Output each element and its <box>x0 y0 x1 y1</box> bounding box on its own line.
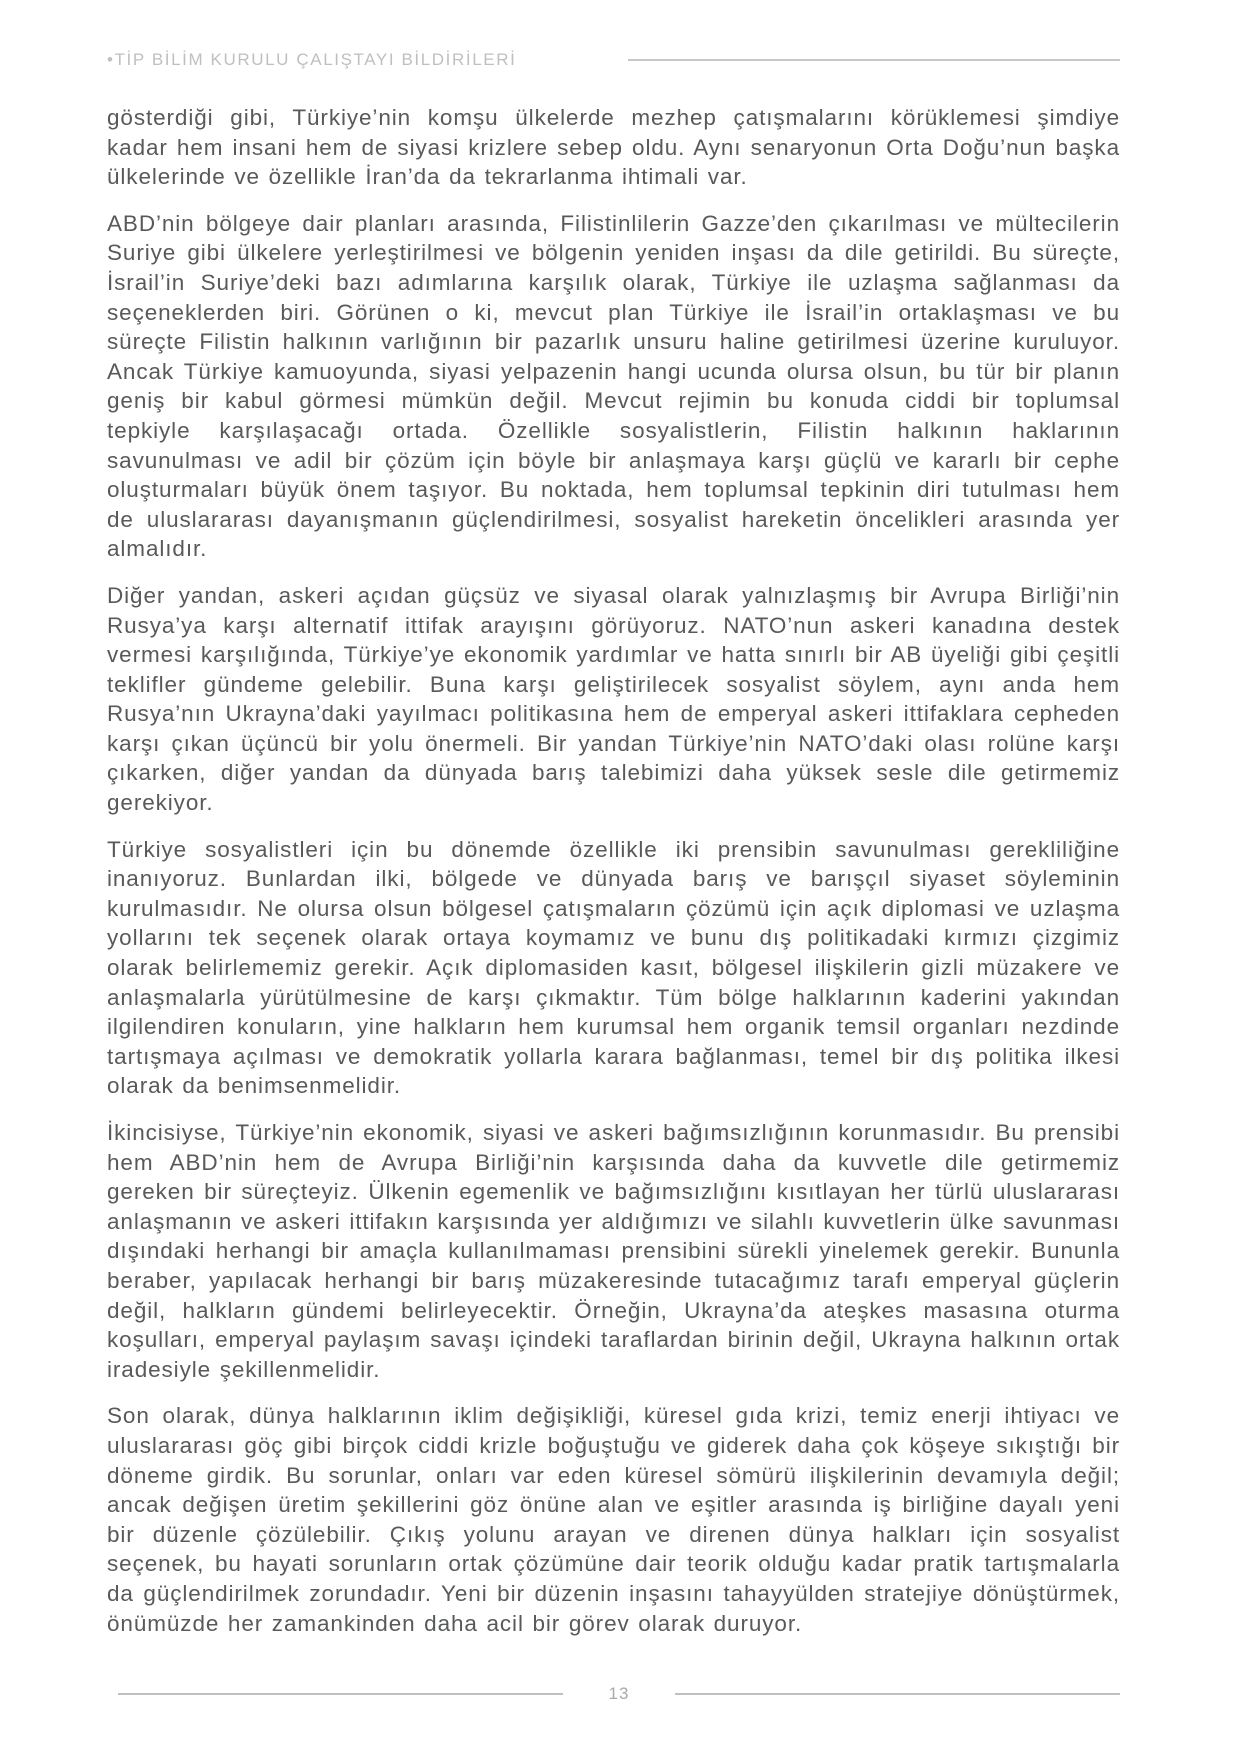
document-body <box>107 103 1120 1655</box>
running-header <box>107 50 1120 70</box>
body-paragraph: Türkiye sosyalistleri için bu dönemde özellikle iki prensibin savunulması gerekliliğine inanıyoruz. Bunlardan ilki, bölgede ve dünyada barış ve barışçıl siyaset söyleminin kurulmasıdır. Ne olursa olsun bölgesel çatışmaların çözümü için açık diplomasi ve uzlaşma yollarını tek seçenek olarak ortaya koymamız ve bunu dış politikadaki kırmızı çizgimiz olarak belirlememiz gerekir. Açık diplomasiden kasıt, bölgesel ilişkilerin gizli müzakere ve anlaşmalarla yürütülmesine de karşı çıkmaktır. Tüm bölge halklarının kaderini yakından ilgilendiren konuların, yine halkların hem kurumsal hem organik temsil organları nezdinde tartışmaya açılması ve demokratik yollarla karara bağlanması, temel bir dış politika ilkesi olarak da benimsenmelidir. <box>107 836 1120 1099</box>
body-paragraph: gösterdiği gibi, Türkiye’nin komşu ülkelerde mezhep çatışmalarını körüklemesi şimdiye kadar hem insani hem de siyasi krizlere sebep oldu. Aynı senaryonun Orta Doğu’nun başka ülkelerinde ve özellikle İran’da da tekrarlanma ihtimali var. <box>107 105 1120 190</box>
page-footer <box>118 1684 1120 1704</box>
header-rule <box>628 59 1120 61</box>
body-paragraph: Diğer yandan, askeri açıdan güçsüz ve siyasal olarak yalnızlaşmış bir Avrupa Birliği’nin Rusya’ya karşı alternatif ittifak arayışını görüyoruz. NATO’nun askeri kanadına destek vermesi karşılığında, Türkiye’ye ekonomik yardımlar ve hatta sınırlı bir AB üyeliği gibi çeşitli teklifler gündeme gelebilir. Buna karşı geliştirilecek sosyalist söylem, aynı anda hem Rusya’nın Ukrayna’daki yayılmacı politikasına hem de emperyal askeri ittifaklara cepheden karşı çıkan üçüncü bir yolu önermeli. Bir yandan Türkiye’nin NATO’daki olası rolüne karşı çıkarken, diğer yandan da dünyada barış talebimizi daha yüksek sesle dile getirmemiz gerekiyor. <box>107 582 1120 816</box>
header-title <box>107 50 516 70</box>
footer-rule-right <box>675 1693 1120 1695</box>
body-paragraph: İkincisiyse, Türkiye’nin ekonomik, siyasi ve askeri bağımsızlığının korunmasıdır. Bu prensibi hem ABD’nin hem de Avrupa Birliği’nin karşısında daha da kuvvetle dile getirmemiz gereken bir süreçteyiz. Ülkenin egemenlik ve bağımsızlığını kısıtlayan her türlü uluslararası anlaşmanın ve askeri ittifakın karşısında yer aldığımızı ve silahlı kuvvetlerin ülke savunması dışındaki herhangi bir amaçla kullanılmaması prensibini sürekli yinelemek gerekir. Bununla beraber, yapılacak herhangi bir barış müzakeresinde tutacağımız tarafı emperyal güçlerin değil, halkların gündemi belirleyecektir. Örneğin, Ukrayna’da ateşkes masasına oturma koşulları, emperyal paylaşım savaşı içindeki taraflardan birinin değil, Ukrayna halkının ortak iradesiyle şekillenmelidir. <box>107 1120 1120 1382</box>
footer-rule-left <box>118 1693 563 1695</box>
header-title-text: TİP BİLİM KURULU ÇALIŞTAYI BİLDİRİLERİ <box>114 50 517 69</box>
body-paragraph: Son olarak, dünya halklarının iklim değişikliği, küresel gıda krizi, temiz enerji ihtiyacı ve uluslararası göç gibi birçok ciddi krizle boğuştuğu ve giderek daha çok köşeye sıkıştığı bir döneme girdik. Bu sorunlar, onları var eden küresel sömürü ilişkilerinin devamıyla değil; ancak değişen üretim şekillerini göz önüne alan ve eşitler arasında iş birliğine dayalı yeni bir düzenle çözülebilir. Çıkış yolunu arayan ve direnen dünya halkları için sosyalist seçenek, bu hayati sorunların ortak çözümüne dair teorik olduğu kadar pratik tartışmalarla da güçlendirilmek zorundadır. Yeni bir düzenin inşasını tahayyülden stratejiye dönüştürmek, önümüzde her zamankinden daha acil bir görev olarak duruyor. <box>107 1403 1120 1636</box>
page-number: 13 <box>608 1684 630 1703</box>
header-bullet-icon: • <box>107 50 115 69</box>
body-paragraph: ABD’nin bölgeye dair planları arasında, Filistinlilerin Gazze’den çıkarılması ve mültecilerin Suriye gibi ülkelere yerleştirilmesi ve bölgenin yeniden inşası da dile getirildi. Bu süreçte, İsrail’in Suriye’deki bazı adımlarına karşılık olarak, Türkiye ile uzlaşma sağlanması da seçeneklerden biri. Görünen o ki, mevcut plan Türkiye ile İsrail’in ortaklaşması ve bu süreçte Filistin halkının varlığının bir pazarlık unsuru haline getirilmesi üzerine kuruluyor. Ancak Türkiye kamuoyunda, siyasi yelpazenin hangi ucunda olursa olsun, bu tür bir planın geniş bir kabul görmesi mümkün değil. Mevcut rejimin bu konuda ciddi bir toplumsal tepkiyle karşılaşacağı ortada. Özellikle sosyalistlerin, Filistin halkının haklarının savunulması ve adil bir çözüm için böyle bir anlaşmaya karşı güçlü ve kararlı bir cephe oluşturmaları büyük önem taşıyor. Bu noktada, hem toplumsal tepkinin diri tutulması hem de uluslararası dayanışmanın güçlendirilmesi, sosyalist hareketin öncelikleri arasında yer almalıdır. <box>107 210 1120 562</box>
